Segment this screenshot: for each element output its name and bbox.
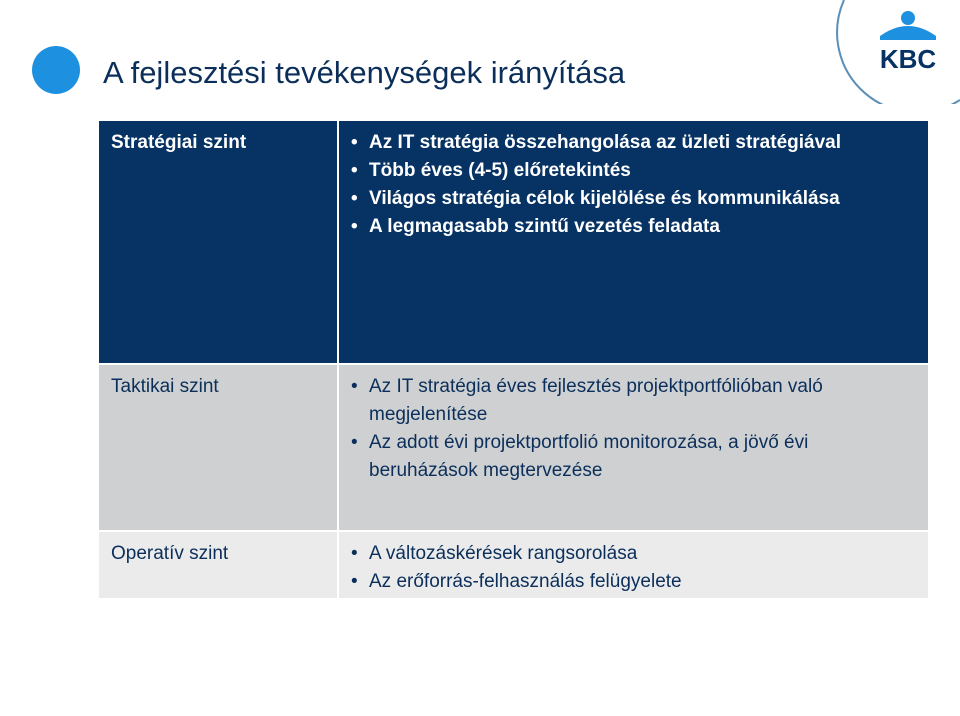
list-item: • Az IT stratégia összehangolása az üzleti stratégiával xyxy=(347,129,920,157)
list-item: • Az adott évi projektportfolió monitorozása, a jövő évi beruházások megtervezése xyxy=(347,429,920,485)
kbc-logo xyxy=(836,0,960,104)
list-item: • Az IT stratégia éves fejlesztés projektportfólióban való megjelenítése xyxy=(347,373,920,429)
title-bullet-circle xyxy=(32,46,80,94)
tactical-level-row xyxy=(98,364,929,531)
level-content xyxy=(338,120,929,364)
level-label: Stratégiai szint xyxy=(98,120,338,364)
operative-level-row xyxy=(98,531,929,599)
governance-levels-table xyxy=(97,119,930,600)
list-item: • A legmagasabb szintű vezetés feladata xyxy=(347,213,920,241)
list-item: • Világos stratégia célok kijelölése és kommunikálása xyxy=(347,185,920,213)
list-item: • A változáskérések rangsorolása xyxy=(347,540,920,568)
level-content xyxy=(338,364,929,531)
logo-text: KBC xyxy=(879,44,937,74)
list-item: • Az erőforrás-felhasználás felügyelete xyxy=(347,568,920,596)
level-label: Operatív szint xyxy=(98,531,338,599)
level-content xyxy=(338,531,929,599)
strategic-level-row xyxy=(98,120,929,364)
level-label: Taktikai szint xyxy=(98,364,338,531)
list-item: • Több éves (4-5) előretekintés xyxy=(347,157,920,185)
page-title: A fejlesztési tevékenységek irányítása xyxy=(103,55,626,90)
